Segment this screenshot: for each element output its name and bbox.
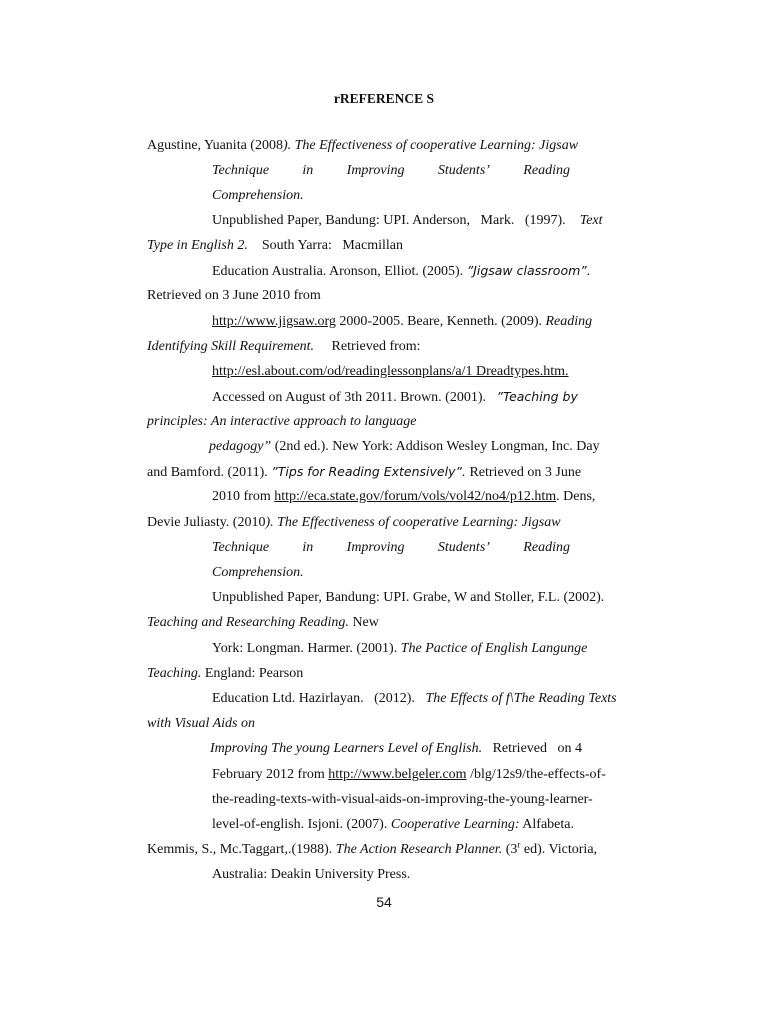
- reference-line: with Visual Aids on: [147, 716, 255, 731]
- reference-line: Agustine, Yuanita (2008). The Effectiveness of cooperative Learning: Jigsaw: [147, 138, 579, 153]
- reference-link[interactable]: http://esl.about.com/od/readinglessonplans/a/1 Dreadtypes.htm.: [212, 364, 569, 379]
- reference-line: principles: An interactive approach to language: [147, 414, 417, 429]
- reference-line: Type in English 2. South Yarra: Macmillan: [147, 238, 403, 253]
- reference-link[interactable]: http://www.jigsaw.org: [212, 314, 336, 329]
- reference-line: Devie Juliasty. (2010). The Effectiveness of cooperative Learning: Jigsaw: [147, 515, 561, 530]
- reference-line: Comprehension.: [212, 188, 304, 203]
- reference-line: Education Ltd. Hazirlayan. (2012). The Effects of f\The Reading Texts: [212, 691, 617, 706]
- reference-line: Teaching. England: Pearson: [147, 666, 304, 681]
- reference-line: http://www.jigsaw.org 2000-2005. Beare, Kenneth. (2009). Reading: [212, 314, 593, 329]
- reference-line: York: Longman. Harmer. (2001). The Pactice of English Langunge: [212, 641, 588, 656]
- reference-line: Unpublished Paper, Bandung: UPI. Anderson, Mark. (1997). Text: [212, 213, 603, 228]
- reference-line: Retrieved on 3 June 2010 from: [147, 288, 321, 303]
- reference-line: pedagogy” (2nd ed.). New York: Addison Wesley Longman, Inc. Day: [209, 439, 600, 454]
- reference-line: Technique in Improving Students’ Reading: [212, 540, 570, 555]
- reference-line: 2010 from http://eca.state.gov/forum/vols/vol42/no4/p12.htm. Dens,: [212, 489, 596, 504]
- reference-line: February 2012 from http://www.belgeler.com /blg/12s9/the-effects-of-: [212, 767, 606, 782]
- reference-line: Australia: Deakin University Press.: [212, 867, 411, 882]
- reference-link[interactable]: http://eca.state.gov/forum/vols/vol42/no4/p12.htm: [274, 489, 557, 504]
- reference-line: Unpublished Paper, Bandung: UPI. Grabe, W and Stoller, F.L. (2002).: [212, 590, 605, 605]
- reference-line: Kemmis, S., Mc.Taggart,.(1988). The Action Research Planner. (3$^r$ ed). Victoria,: [147, 839, 598, 857]
- reference-line: Teaching and Researching Reading. New: [147, 615, 379, 630]
- reference-line: Accessed on August of 3th 2011. Brown. (2001). ”Teaching by: [212, 389, 578, 405]
- reference-line: the-reading-texts-with-visual-aids-on-improving-the-young-learner-: [212, 792, 593, 807]
- reference-line: Education Australia. Aronson, Elliot. (2005). ”Jigsaw classroom”.: [212, 263, 591, 279]
- reference-line: Improving The young Learners Level of English. Retrieved on 4: [210, 741, 582, 756]
- page-title: rREFERENCE S: [333, 91, 435, 106]
- page-number: 54: [376, 894, 392, 910]
- reference-line: level-of-english. Isjoni. (2007). Cooperative Learning: Alfabeta.: [212, 817, 574, 832]
- reference-line: and Bamford. (2011). ”Tips for Reading Extensively”. Retrieved on 3 June: [147, 464, 582, 480]
- reference-line: Technique in Improving Students’ Reading: [212, 163, 570, 178]
- reference-line: Identifying Skill Requirement. Retrieved from:: [147, 339, 421, 354]
- reference-line: Comprehension.: [212, 565, 304, 580]
- reference-link[interactable]: http://www.belgeler.com: [328, 767, 467, 782]
